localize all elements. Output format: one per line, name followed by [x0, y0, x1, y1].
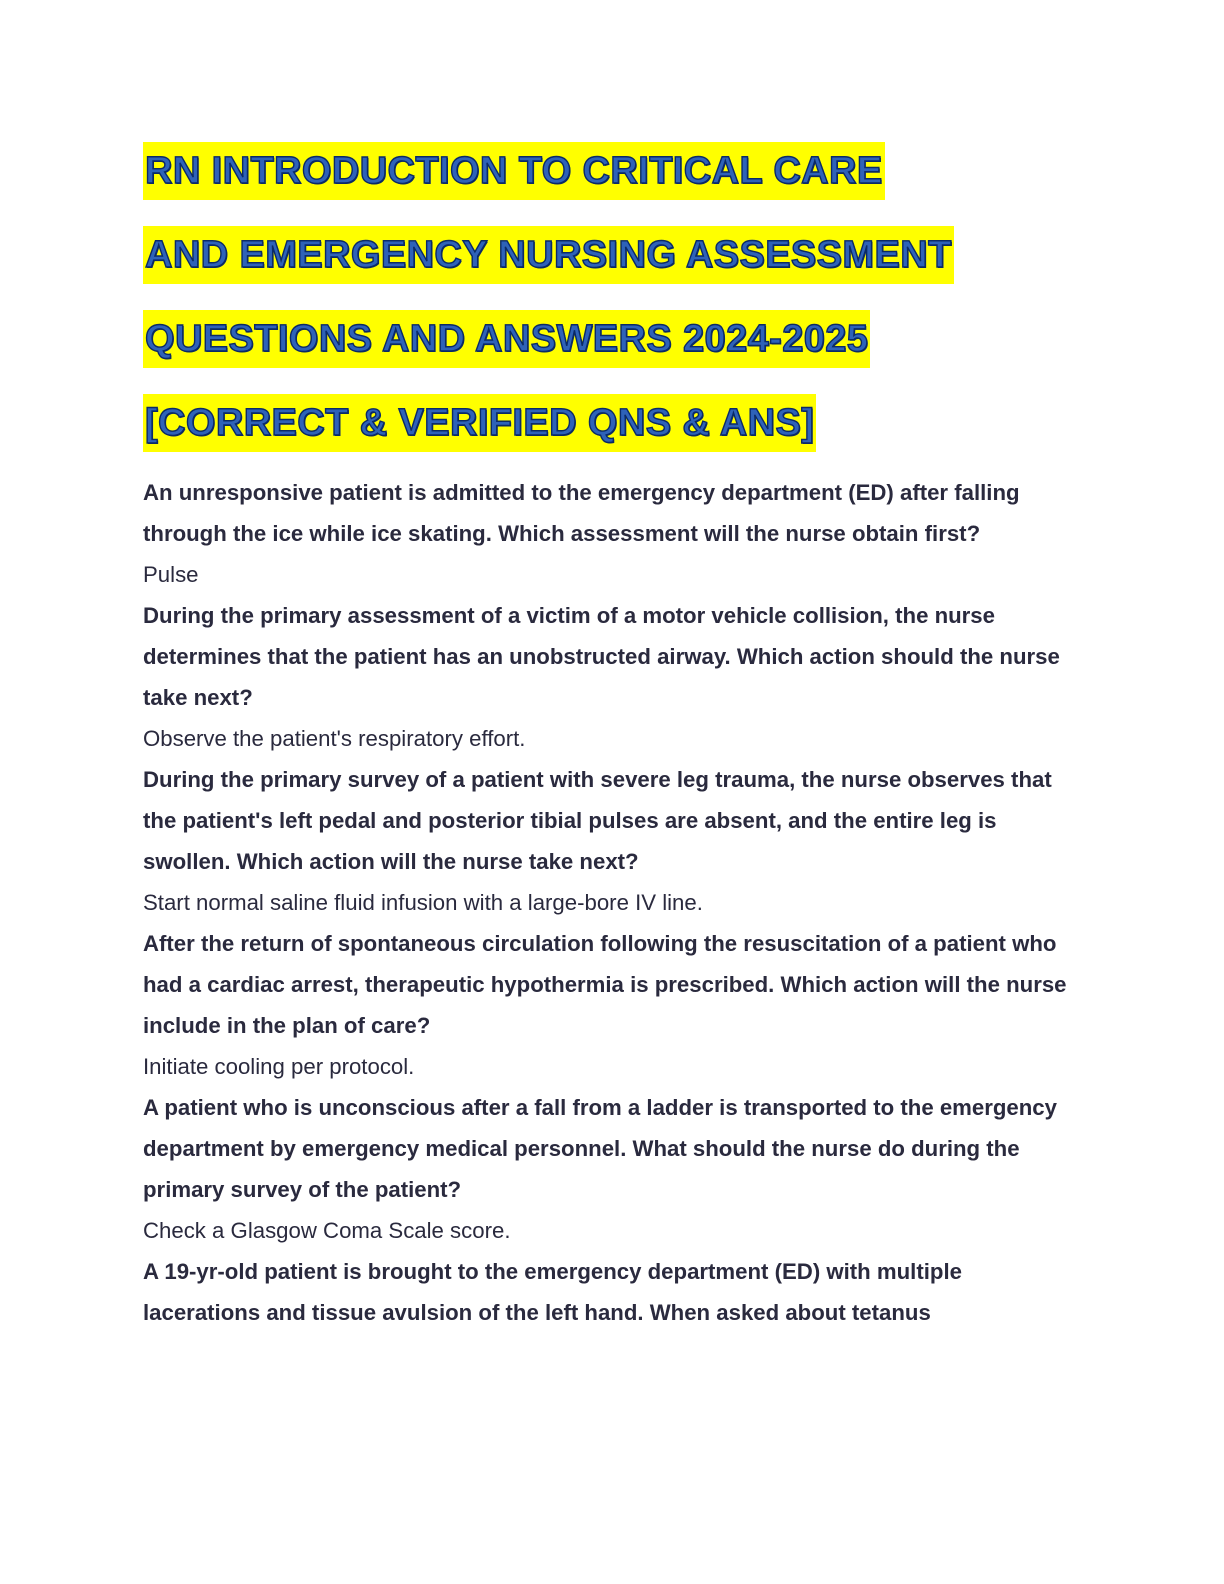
question-text: After the return of spontaneous circulation following the resuscitation of a patient who had a cardiac arrest, therapeutic hypothermia is prescribed. Which action will the nurse include in the plan of care? — [143, 931, 1067, 1038]
question-text: During the primary survey of a patient with severe leg trauma, the nurse observes that the patient's left pedal and posterior tibial pulses are absent, and the entire leg is swollen. Which action will the nurse take next? — [143, 767, 1052, 874]
qa-list — [143, 472, 1083, 1333]
answer-text: Check a Glasgow Coma Scale score. — [143, 1218, 511, 1243]
answer-text: Observe the patient's respiratory effort. — [143, 726, 526, 751]
question-text: During the primary assessment of a victim of a motor vehicle collision, the nurse determines that the patient has an unobstructed airway. Which action should the nurse take next? — [143, 603, 1060, 710]
title-line — [143, 310, 1083, 394]
answer-text: Start normal saline fluid infusion with a large-bore IV line. — [143, 890, 703, 915]
question-text: A patient who is unconscious after a fall from a ladder is transported to the emergency department by emergency medical personnel. What should the nurse do during the primary survey of the patient? — [143, 1095, 1057, 1202]
title-line — [143, 142, 1083, 226]
title-line-text: QUESTIONS AND ANSWERS 2024-2025 — [143, 310, 870, 368]
document-title — [143, 142, 1083, 478]
title-line-text: AND EMERGENCY NURSING ASSESSMENT — [143, 226, 954, 284]
title-line-text: [CORRECT & VERIFIED QNS & ANS] — [143, 394, 816, 452]
title-line — [143, 394, 1083, 478]
title-line-text: RN INTRODUCTION TO CRITICAL CARE — [143, 142, 885, 200]
title-line — [143, 226, 1083, 310]
answer-text: Pulse — [143, 562, 199, 587]
question-text: An unresponsive patient is admitted to the emergency department (ED) after falling through the ice while ice skating. Which assessment will the nurse obtain first? — [143, 480, 1020, 546]
answer-text: Initiate cooling per protocol. — [143, 1054, 415, 1079]
question-text: A 19-yr-old patient is brought to the emergency department (ED) with multiple lacerations and tissue avulsion of the left hand. When asked about tetanus — [143, 1259, 962, 1325]
